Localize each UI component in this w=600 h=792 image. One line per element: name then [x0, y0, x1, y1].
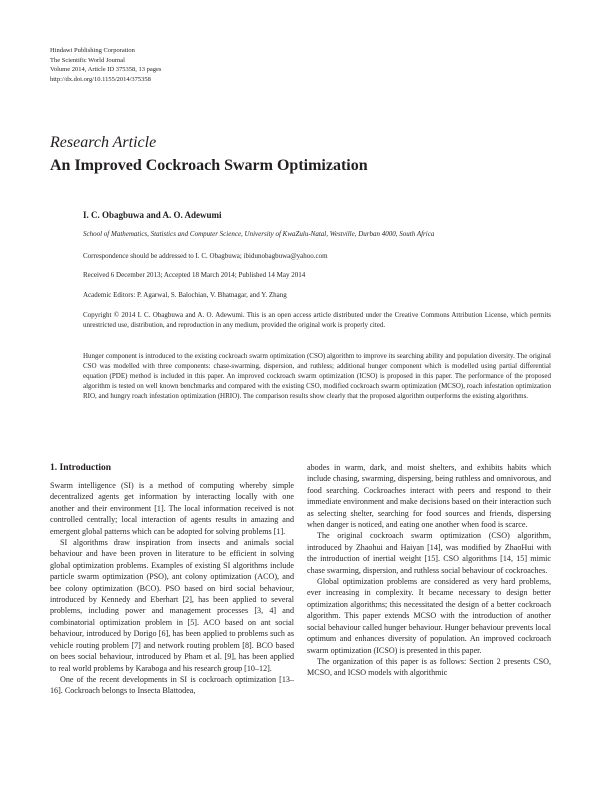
- section-heading: 1. Introduction: [50, 463, 112, 473]
- correspondence: Correspondence should be addressed to I. C. Obagbuwa; ibidunobagbuwa@yahoo.com: [83, 252, 328, 260]
- body-paragraph: One of the recent developments in SI is cockroach optimization [13–16]. Cockroach belongs to Insecta Blattodea,: [50, 674, 294, 696]
- academic-editors: Academic Editors: P. Agarwal, S. Balochian, V. Bhatnagar, and Y. Zhang: [83, 291, 287, 299]
- publisher-name: Hindawi Publishing Corporation: [50, 47, 135, 54]
- journal-header: [50, 46, 161, 84]
- body-paragraph: Swarm intelligence (SI) is a method of computing whereby simple decentralized agents get information by interacting locally with one another and their environment [1]. The local information received is not controlled centrally; local interaction of agents results in amazing and emergent global patterns which can be adopted for solving problems [1].: [50, 481, 294, 536]
- publication-dates: Received 6 December 2013; Accepted 18 March 2014; Published 14 May 2014: [83, 271, 306, 279]
- body-paragraph: The original cockroach swarm optimization (CSO) algorithm, introduced by Zhaohui and Haiyan [14], was modified by ZhaoHui with the introduction of inertial weight [15]. CSO algorithms [14, 15] mimic chase swarming, dispersion, and ruthless social behaviour of cockroaches.: [307, 531, 551, 575]
- left-column: [50, 462, 294, 697]
- authors: I. C. Obagbuwa and A. O. Adewumi: [83, 210, 222, 220]
- abstract: Hunger component is introduced to the existing cockroach swarm optimization (CSO) algorithm to improve its searching ability and population diversity. The original CSO was modelled with three components: chase-swarming, dispersion, and ruthless; additional hunger component which is modelled using partial differential equation (PDE) method is included in this paper. An improved cockroach swarm optimization (ICSO) is proposed in this paper. The performance of the proposed algorithm is tested on well known benchmarks and compared with the existing CSO, modified cockroach swarm optimization (MCSO), roach infestation optimization RIO, and hungry roach infestation optimization (HRIO). The comparison results show clearly that the proposed algorithm outperforms the existing algorithms.: [83, 352, 551, 400]
- body-paragraph: The organization of this paper is as follows: Section 2 presents CSO, MCSO, and ICSO models with algorithmic: [307, 656, 551, 678]
- body-paragraph: abodes in warm, dark, and moist shelters, and exhibits habits which include chasing, swarming, dispersing, being ruthless and omnivorous, and food searching. Cockroaches interact with peers and respond to their immediate environment and make decisions based on their interaction such as selecting shelter, searching for food sources and friends, dispersing when danger is noticed, and eating one another when food is scarce.: [307, 463, 551, 530]
- body-paragraph: Global optimization problems are considered as very hard problems, ever increasing in complexity. It became necessary to design better optimization algorithms; this necessitated the design of a better cockroach algorithm. This paper extends MCSO with the introduction of another social behaviour called hunger behaviour. Hunger behaviour prevents local optimum and enhances diversity of population. An improved cockroach swarm optimization (ICSO) is presented in this paper.: [307, 577, 551, 655]
- copyright-notice: Copyright © 2014 I. C. Obagbuwa and A. O. Adewumi. This is an open access article distributed under the Creative Commons Attribution License, which permits unrestricted use, distribution, and reproduction in any medium, provided the original work is properly cited.: [83, 311, 551, 329]
- volume-line: Volume 2014, Article ID 375358, 13 pages: [50, 66, 162, 73]
- journal-name: The Scientific World Journal: [50, 56, 125, 64]
- body-paragraph: SI algorithms draw inspiration from insects and animals social behaviour and have been proven in literature to be efficient in solving global optimization problems. Examples of existing SI algorithms include particle swarm optimization (PSO), ant colony optimization (ACO), and bee colony optimization (BCO). PSO based on bird social behaviour, introduced by Kennedy and Eberhart [2], has been applied to several problems, including power and management processes [3, 4] and combinatorial optimization problem in [5]. ACO based on ant social behaviour, introduced by Dorigo [6], has been applied to problems such as vehicle routing problem [7] and network routing problem [8]. BCO based on bees social behaviour, introduced by Pham et al. [9], has been applied to real world problems by Karaboga and his research group [10–12].: [50, 538, 294, 673]
- article-type: Research Article: [50, 134, 157, 151]
- paper-title: An Improved Cockroach Swarm Optimization: [50, 157, 368, 174]
- doi-link[interactable]: http://dx.doi.org/10.1155/2014/375358: [50, 75, 151, 83]
- right-column: [307, 462, 551, 679]
- affiliation: School of Mathematics, Statistics and Computer Science, University of KwaZulu-Natal, Westville, Durban 4000, South Africa: [83, 230, 435, 238]
